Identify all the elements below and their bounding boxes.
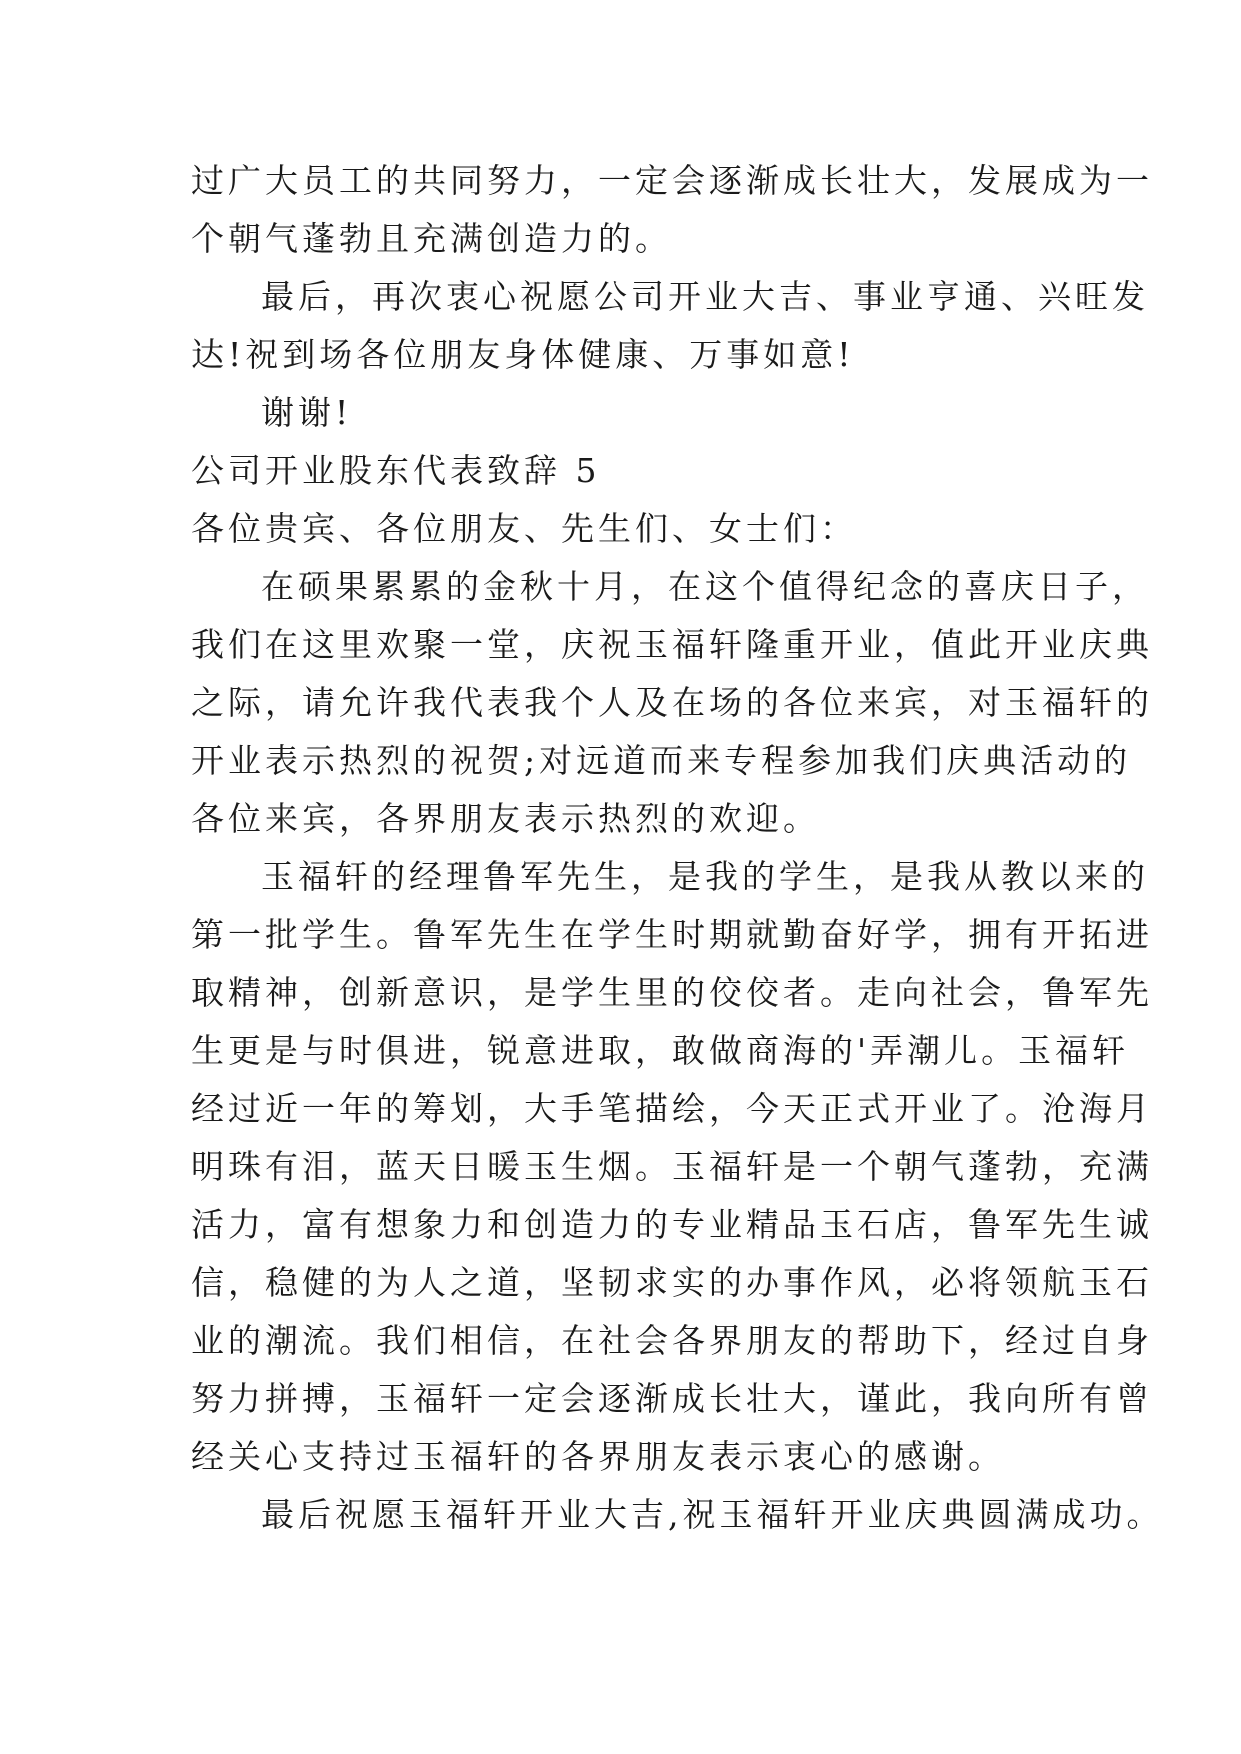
paragraph-line: 第一批学生。鲁军先生在学生时期就勤奋好学，拥有开拓进 xyxy=(191,915,1153,954)
paragraph-line: 努力拼搏，玉福轩一定会逐渐成长壮大，谨此，我向所有曾 xyxy=(191,1379,1153,1418)
paragraph-line: 个朝气蓬勃且充满创造力的。 xyxy=(191,219,672,258)
paragraph-line: 经关心支持过玉福轩的各界朋友表示衷心的感谢。 xyxy=(191,1437,1005,1476)
paragraph-line: 信，稳健的为人之道，坚韧求实的办事作风，必将领航玉石 xyxy=(191,1263,1153,1302)
paragraph-line: 生更是与时俱进，锐意进取，敢做商海的'弄潮儿。玉福轩 xyxy=(191,1031,1130,1070)
document-body xyxy=(191,152,1164,1544)
paragraph-line: 业的潮流。我们相信，在社会各界朋友的帮助下，经过自身 xyxy=(191,1321,1153,1360)
paragraph-line: 玉福轩的经理鲁军先生，是我的学生，是我从教以来的 xyxy=(261,857,1149,896)
section-heading: 公司开业股东代表致辞 5 xyxy=(191,451,601,490)
paragraph-line: 各位来宾，各界朋友表示热烈的欢迎。 xyxy=(191,799,820,838)
paragraph-line: 开业表示热烈的祝贺;对远道而来专程参加我们庆典活动的 xyxy=(191,741,1132,780)
paragraph-line: 取精神，创新意识，是学生里的佼佼者。走向社会，鲁军先 xyxy=(191,973,1153,1012)
paragraph-line: 最后祝愿玉福轩开业大吉,祝玉福轩开业庆典圆满成功。 xyxy=(261,1495,1164,1534)
paragraph-line: 谢谢! xyxy=(261,393,353,432)
paragraph-line: 我们在这里欢聚一堂，庆祝玉福轩隆重开业，值此开业庆典 xyxy=(191,625,1153,664)
paragraph-line: 经过近一年的筹划，大手笔描绘，今天正式开业了。沧海月 xyxy=(191,1089,1153,1128)
paragraph-line: 在硕果累累的金秋十月，在这个值得纪念的喜庆日子， xyxy=(261,567,1149,606)
paragraph-line: 活力，富有想象力和创造力的专业精品玉石店，鲁军先生诚 xyxy=(191,1205,1153,1244)
paragraph-line: 过广大员工的共同努力，一定会逐渐成长壮大，发展成为一 xyxy=(191,161,1153,200)
paragraph-line: 最后，再次衷心祝愿公司开业大吉、事业亨通、兴旺发 xyxy=(261,277,1149,316)
paragraph-line: 之际，请允许我代表我个人及在场的各位来宾，对玉福轩的 xyxy=(191,683,1153,722)
salutation: 各位贵宾、各位朋友、先生们、女士们： xyxy=(191,509,857,548)
paragraph-line: 明珠有泪，蓝天日暖玉生烟。玉福轩是一个朝气蓬勃，充满 xyxy=(191,1147,1153,1186)
paragraph-line: 达!祝到场各位朋友身体健康、万事如意! xyxy=(191,335,855,374)
